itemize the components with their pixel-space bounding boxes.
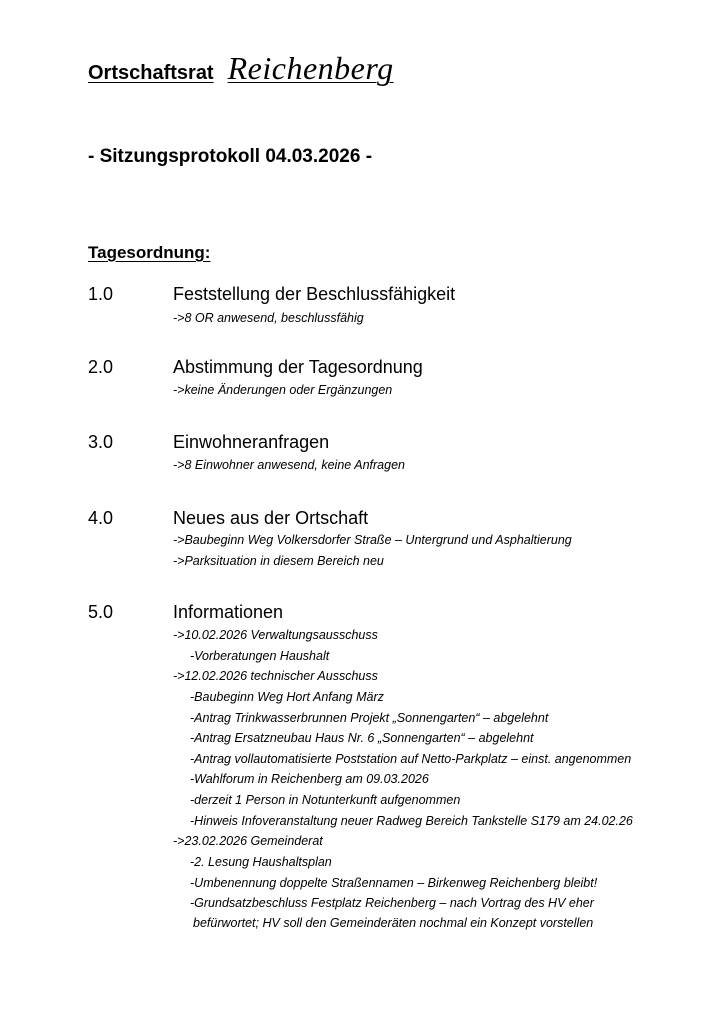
- section-number: 4.0: [88, 508, 114, 528]
- section-note: ->Baubeginn Weg Volkersdorfer Straße – Untergrund und Asphaltierung: [173, 533, 572, 547]
- section-note: ->8 Einwohner anwesend, keine Anfragen: [173, 458, 405, 472]
- title-place-name: Reichenberg: [227, 50, 394, 86]
- section-subnote: -Antrag vollautomatisierte Poststation auf Netto-Parkplatz – einst. angenommen: [190, 752, 632, 766]
- section-subnote: -Hinweis Infoveranstaltung neuer Radweg Bereich Tankstelle S179 am 24.02.26: [190, 814, 633, 828]
- section-note: ->Parksituation in diesem Bereich neu: [173, 554, 384, 568]
- section-title: Feststellung der Beschlussfähigkeit: [173, 284, 456, 304]
- section-title: Abstimmung der Tagesordnung: [173, 357, 423, 377]
- section-subnote: -Umbenennung doppelte Straßennamen – Birkenweg Reichenberg bleibt!: [190, 876, 598, 890]
- section-number: 1.0: [88, 284, 114, 304]
- section-subnote: -Baubeginn Weg Hort Anfang März: [190, 690, 384, 704]
- section-title: Informationen: [173, 602, 284, 622]
- section-subnote: -Wahlforum in Reichenberg am 09.03.2026: [190, 772, 429, 786]
- section-note: ->keine Änderungen oder Ergänzungen: [173, 383, 393, 397]
- agenda-heading: Tagesordnung:: [88, 243, 211, 262]
- section-title: Einwohneranfragen: [173, 432, 330, 452]
- title-prefix: Ortschaftsrat: [88, 62, 214, 84]
- section-subnote: -Antrag Trinkwasserbrunnen Projekt „Sonnengarten“ – abgelehnt: [190, 711, 549, 725]
- section-title: Neues aus der Ortschaft: [173, 508, 369, 528]
- section-subnote-continuation: befürwortet; HV soll den Gemeinderäten nochmal ein Konzept vorstellen: [193, 916, 594, 930]
- section-subnote: -2. Lesung Haushaltsplan: [190, 855, 332, 869]
- section-note: ->10.02.2026 Verwaltungsausschuss: [173, 628, 378, 642]
- section-subnote: -Vorberatungen Haushalt: [190, 649, 330, 663]
- section-note: ->8 OR anwesend, beschlussfähig: [173, 311, 364, 325]
- section-note: ->12.02.2026 technischer Ausschuss: [173, 669, 378, 683]
- section-note: ->23.02.2026 Gemeinderat: [173, 834, 323, 848]
- section-number: 5.0: [88, 602, 114, 622]
- section-number: 2.0: [88, 357, 114, 377]
- section-number: 3.0: [88, 432, 114, 452]
- section-subnote: -Antrag Ersatzneubau Haus Nr. 6 „Sonnengarten“ – abgelehnt: [190, 731, 534, 745]
- protocol-subtitle: - Sitzungsprotokoll 04.03.2026 -: [88, 146, 373, 167]
- document-title: [88, 52, 394, 84]
- section-subnote: -Grundsatzbeschluss Festplatz Reichenberg – nach Vortrag des HV eher: [190, 896, 594, 910]
- section-subnote: -derzeit 1 Person in Notunterkunft aufgenommen: [190, 793, 461, 807]
